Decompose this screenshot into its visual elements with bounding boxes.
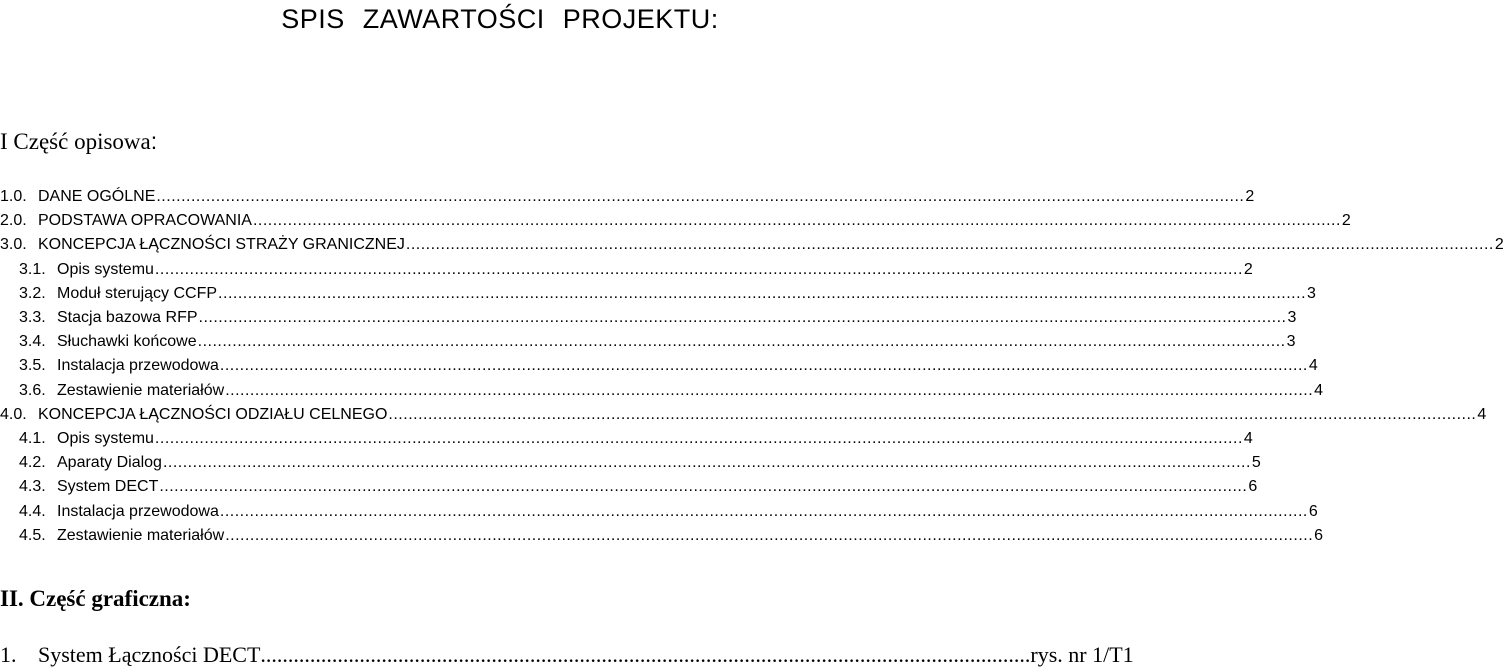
- toc-row[interactable]: [0, 233, 1504, 257]
- toc-leader-dots: ............................................................................................................................................................................................................................: [225, 526, 1314, 544]
- toc-label: Opis systemu: [57, 430, 154, 447]
- page-title: SPIS ZAWARTOŚCI PROJEKTU:: [281, 4, 719, 34]
- toc-leader-dots: ............................................................................................................................................................................................................................: [198, 309, 1287, 326]
- toc-page-number: 5: [1251, 454, 1261, 472]
- toc-number: 3.2.: [19, 284, 46, 302]
- section-heading-descriptive: [0, 128, 157, 155]
- toc-label: Zestawienie materiałów: [57, 526, 225, 544]
- toc-label: DANE OGÓLNE: [38, 188, 156, 205]
- toc-row[interactable]: [19, 379, 1324, 403]
- toc-page-number: 3: [1287, 309, 1297, 326]
- toc-page-number: 4: [1243, 430, 1253, 447]
- toc-label: KONCEPCJA ŁĄCZNOŚCI ODZIAŁU CELNEGO: [38, 405, 388, 423]
- toc-page-ref: rys. nr 1/T1: [1030, 642, 1134, 667]
- toc-number: 1.0.: [0, 188, 27, 205]
- toc-row[interactable]: [19, 427, 1253, 451]
- toc-leader-dots: ............................................................................................................................................................................................................................: [218, 284, 1307, 302]
- toc-label: KONCEPCJA ŁĄCZNOŚCI STRAŻY GRANICZNEJ: [38, 236, 405, 254]
- toc-row[interactable]: [19, 282, 1316, 306]
- toc-leader-dots: ............................................................................................................................................................................................................................: [405, 236, 1494, 254]
- toc-number: 3.0.: [0, 236, 27, 254]
- section-heading-graphic: II. Część graficzna:: [0, 586, 191, 611]
- toc-number: 2.0.: [0, 212, 27, 230]
- toc-row[interactable]: [19, 475, 1258, 499]
- toc-leader-dots: ............................................................................................................................................................................................................................: [252, 212, 1341, 230]
- toc-page-number: 4: [1477, 405, 1487, 423]
- toc-label: Słuchawki końcowe: [57, 333, 197, 351]
- toc-row-graphic[interactable]: [0, 640, 1134, 670]
- toc-page-number: 2: [1494, 236, 1504, 254]
- toc-row[interactable]: [19, 330, 1296, 354]
- toc-page-number: 6: [1308, 502, 1318, 520]
- toc-row[interactable]: [19, 500, 1318, 524]
- toc-row[interactable]: [19, 258, 1253, 282]
- toc-page-number: 2: [1243, 260, 1253, 278]
- toc-number: 3.4.: [19, 333, 46, 351]
- toc-number: 4.4.: [19, 502, 46, 520]
- toc-label: Opis systemu: [57, 260, 154, 278]
- toc-label: Moduł sterujący CCFP: [57, 284, 218, 302]
- toc-number: 3.1.: [19, 260, 46, 278]
- toc-label: Zestawienie materiałów: [57, 381, 225, 399]
- toc-number: 4.3.: [19, 478, 46, 496]
- toc-leader-dots: ............................................................................................................................................................................................................................: [219, 357, 1308, 375]
- toc-leader-dots: ............................................................................................................................................................................................................................: [156, 188, 1245, 205]
- toc-row[interactable]: [0, 403, 1487, 427]
- toc-leader-dots: ............................................................................................................................................................................................................................: [159, 478, 1248, 496]
- toc-leader-dots: ............................................................................................................................................................................................................................: [197, 333, 1286, 351]
- toc-row[interactable]: [19, 354, 1318, 378]
- toc-number: 3.5.: [19, 357, 46, 375]
- toc-row[interactable]: [0, 209, 1351, 233]
- toc-row[interactable]: [19, 524, 1324, 548]
- toc-leader-dots: ............................................................................................................................................................................................................................: [225, 381, 1314, 399]
- toc-leader-dots: ............................................................................................................................................................................................................................: [154, 260, 1243, 278]
- toc-leader-dots: ............................................................................................................................................: [260, 642, 1031, 667]
- toc-label: Stacja bazowa RFP: [57, 309, 198, 326]
- toc-row[interactable]: [19, 451, 1261, 475]
- toc-label: Aparaty Dialog: [57, 454, 162, 472]
- toc-label: Instalacja przewodowa: [57, 502, 219, 520]
- toc-number: 3.6.: [19, 381, 46, 399]
- toc-label: System DECT: [57, 478, 159, 496]
- toc-number: 4.0.: [0, 405, 27, 423]
- toc-leader-dots: ............................................................................................................................................................................................................................: [219, 502, 1308, 520]
- toc-row[interactable]: [19, 306, 1297, 330]
- section-heading-colon: :: [150, 128, 158, 154]
- toc-leader-dots: ............................................................................................................................................................................................................................: [162, 454, 1251, 472]
- toc-page-number: 2: [1341, 212, 1351, 230]
- toc-label: Instalacja przewodowa: [57, 357, 219, 375]
- toc-page-number: 6: [1248, 478, 1258, 496]
- toc-leader-dots: ............................................................................................................................................................................................................................: [388, 405, 1477, 423]
- toc-page-number: 3: [1307, 284, 1316, 302]
- toc-number: 1.: [0, 642, 17, 667]
- toc-number: 3.3.: [19, 309, 46, 326]
- toc-page-number: 2: [1245, 188, 1255, 205]
- toc-number: 4.5.: [19, 526, 46, 544]
- toc-label: System Łączności DECT: [38, 642, 261, 667]
- toc-number: 4.1.: [19, 430, 46, 447]
- toc-page-number: 6: [1314, 526, 1324, 544]
- section-heading-label: I Część opisowa: [0, 129, 151, 154]
- toc-label: PODSTAWA OPRACOWANIA: [38, 212, 252, 230]
- toc-row[interactable]: [0, 185, 1255, 209]
- toc-number: 4.2.: [19, 454, 46, 472]
- toc-page-number: 3: [1286, 333, 1296, 351]
- toc-page-number: 4: [1314, 381, 1324, 399]
- toc-page-number: 4: [1308, 357, 1318, 375]
- toc-leader-dots: ............................................................................................................................................................................................................................: [154, 430, 1243, 447]
